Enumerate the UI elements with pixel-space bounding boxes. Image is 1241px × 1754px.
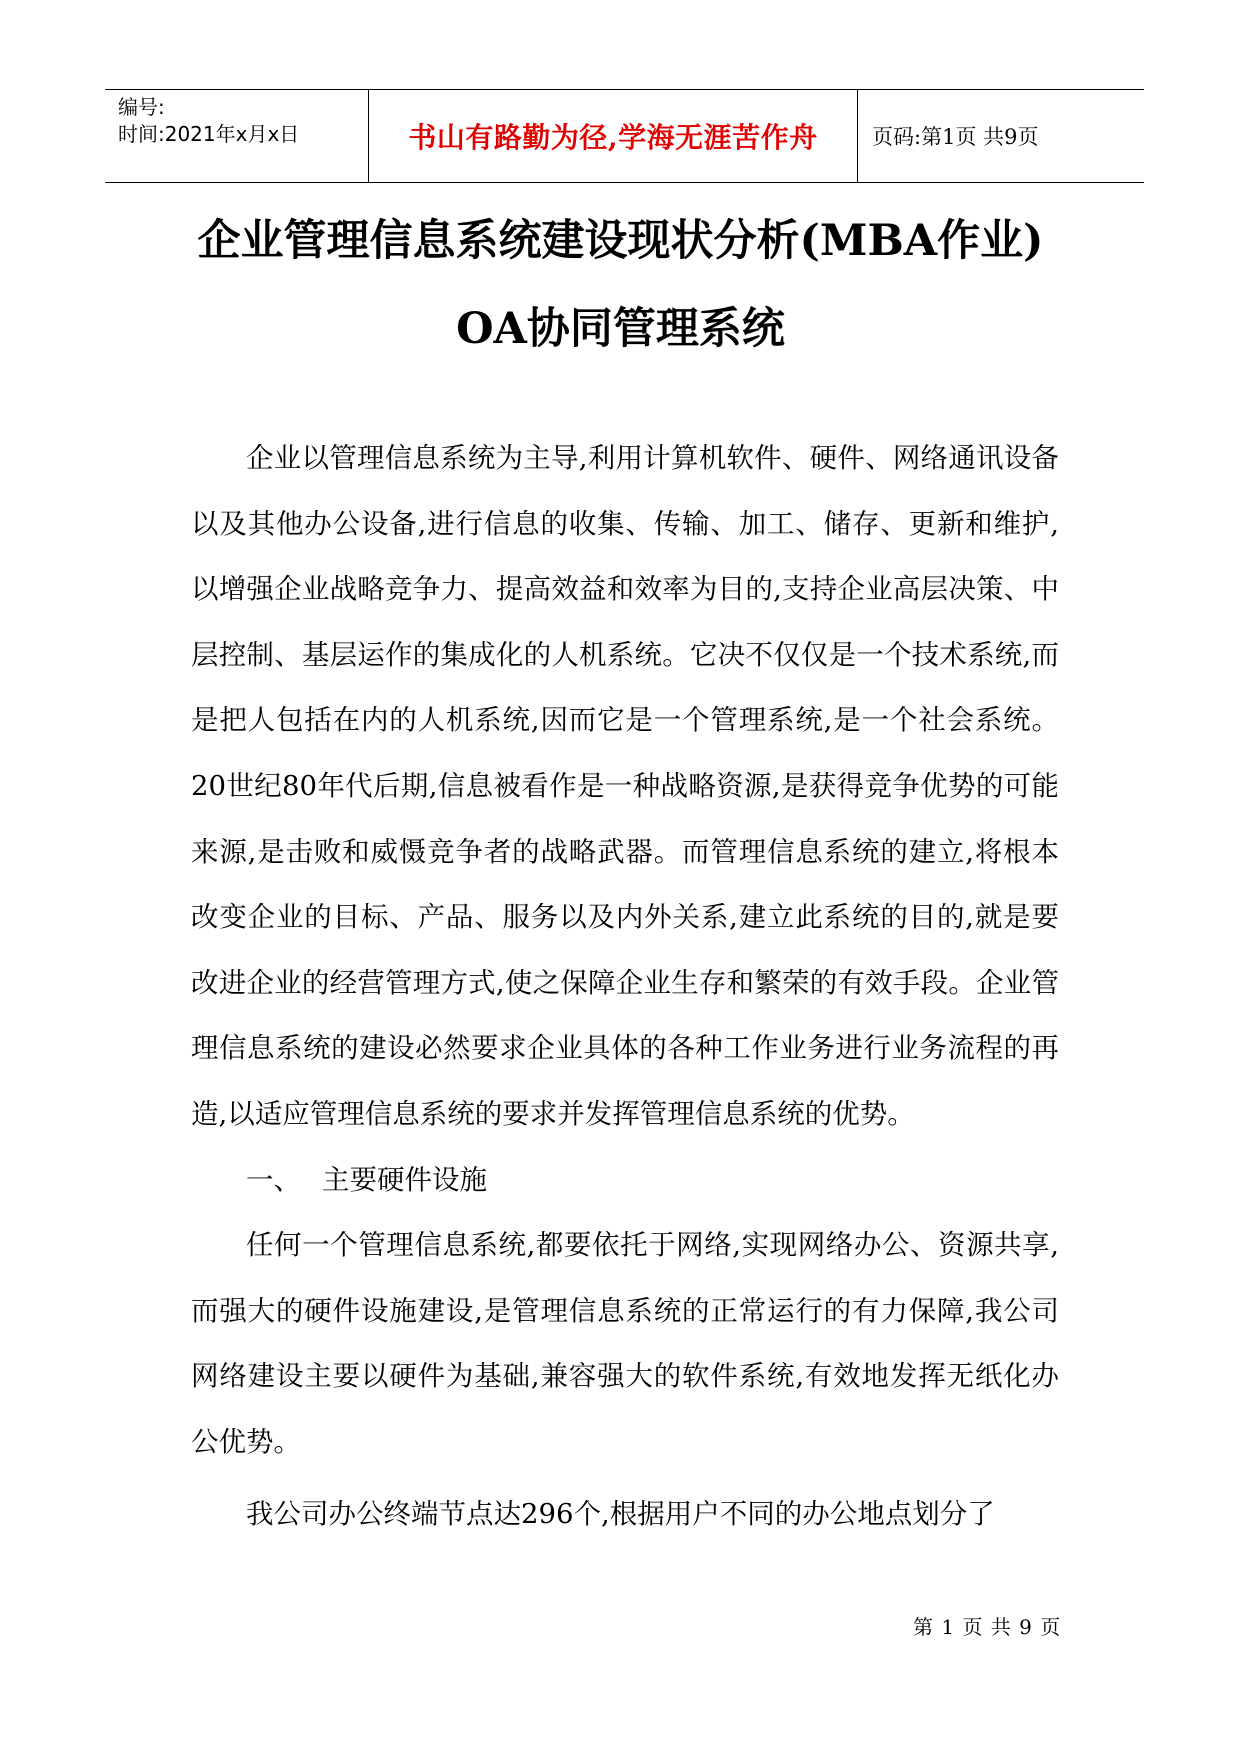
header-motto: 书山有路勤为径,学海无涯苦作舟: [408, 121, 818, 154]
serial-number-label: 编号:: [118, 95, 165, 119]
header-meta-cell: [105, 90, 369, 182]
page-footer: 第 1 页 共 9 页: [913, 1615, 1062, 1639]
document-title-line-2: OA协同管理系统: [456, 304, 785, 354]
header-page-code: 页码:第1页 共9页: [872, 125, 1039, 149]
header-motto-cell: [369, 90, 858, 182]
document-title-line-1: 企业管理信息系统建设现状分析(MBA作业): [197, 216, 1044, 266]
body-paragraph-3: 我公司办公终端节点达296个,根据用户不同的办公地点划分了: [246, 1497, 995, 1530]
document-body: [191, 426, 1059, 1547]
date-line: 时间:2021年x月x日: [118, 122, 300, 146]
header-page-cell: [858, 90, 1144, 182]
body-paragraph-1: 企业以管理信息系统为主导,利用计算机软件、硬件、网络通讯设备以及其他办公设备,进行信息的收集、传输、加工、储存、更新和维护,以增强企业战略竞争力、提高效益和效率为目的,支持企业高层决策、中层控制、基层运作的集成化的人机系统。它决不仅仅是一个技术系统,而是把人包括在内的人机系统,因而它是一个管理系统,是一个社会系统。20世纪80年代后期,信息被看作是一种战略资源,是获得竞争优势的可能来源,是击败和威慑竞争者的战略武器。而管理信息系统的建立,将根本改变企业的目标、产品、服务以及内外关系,建立此系统的目的,就是要改进企业的经营管理方式,使之保障企业生存和繁荣的有效手段。企业管理信息系统的建设必然要求企业具体的各种工作业务进行业务流程的再造,以适应管理信息系统的要求并发挥管理信息系统的优势。: [191, 442, 1059, 1130]
body-paragraph-2: 任何一个管理信息系统,都要依托于网络,实现网络办公、资源共享,而强大的硬件设施建设,是管理信息系统的正常运行的有力保障,我公司网络建设主要以硬件为基础,兼容强大的软件系统,有效地发挥无纸化办公优势。: [191, 1229, 1059, 1458]
document-header: [105, 89, 1144, 183]
section-number: 一、: [246, 1163, 301, 1196]
section-heading-1: [191, 1148, 1059, 1214]
section-title: 主要硬件设施: [322, 1163, 487, 1196]
